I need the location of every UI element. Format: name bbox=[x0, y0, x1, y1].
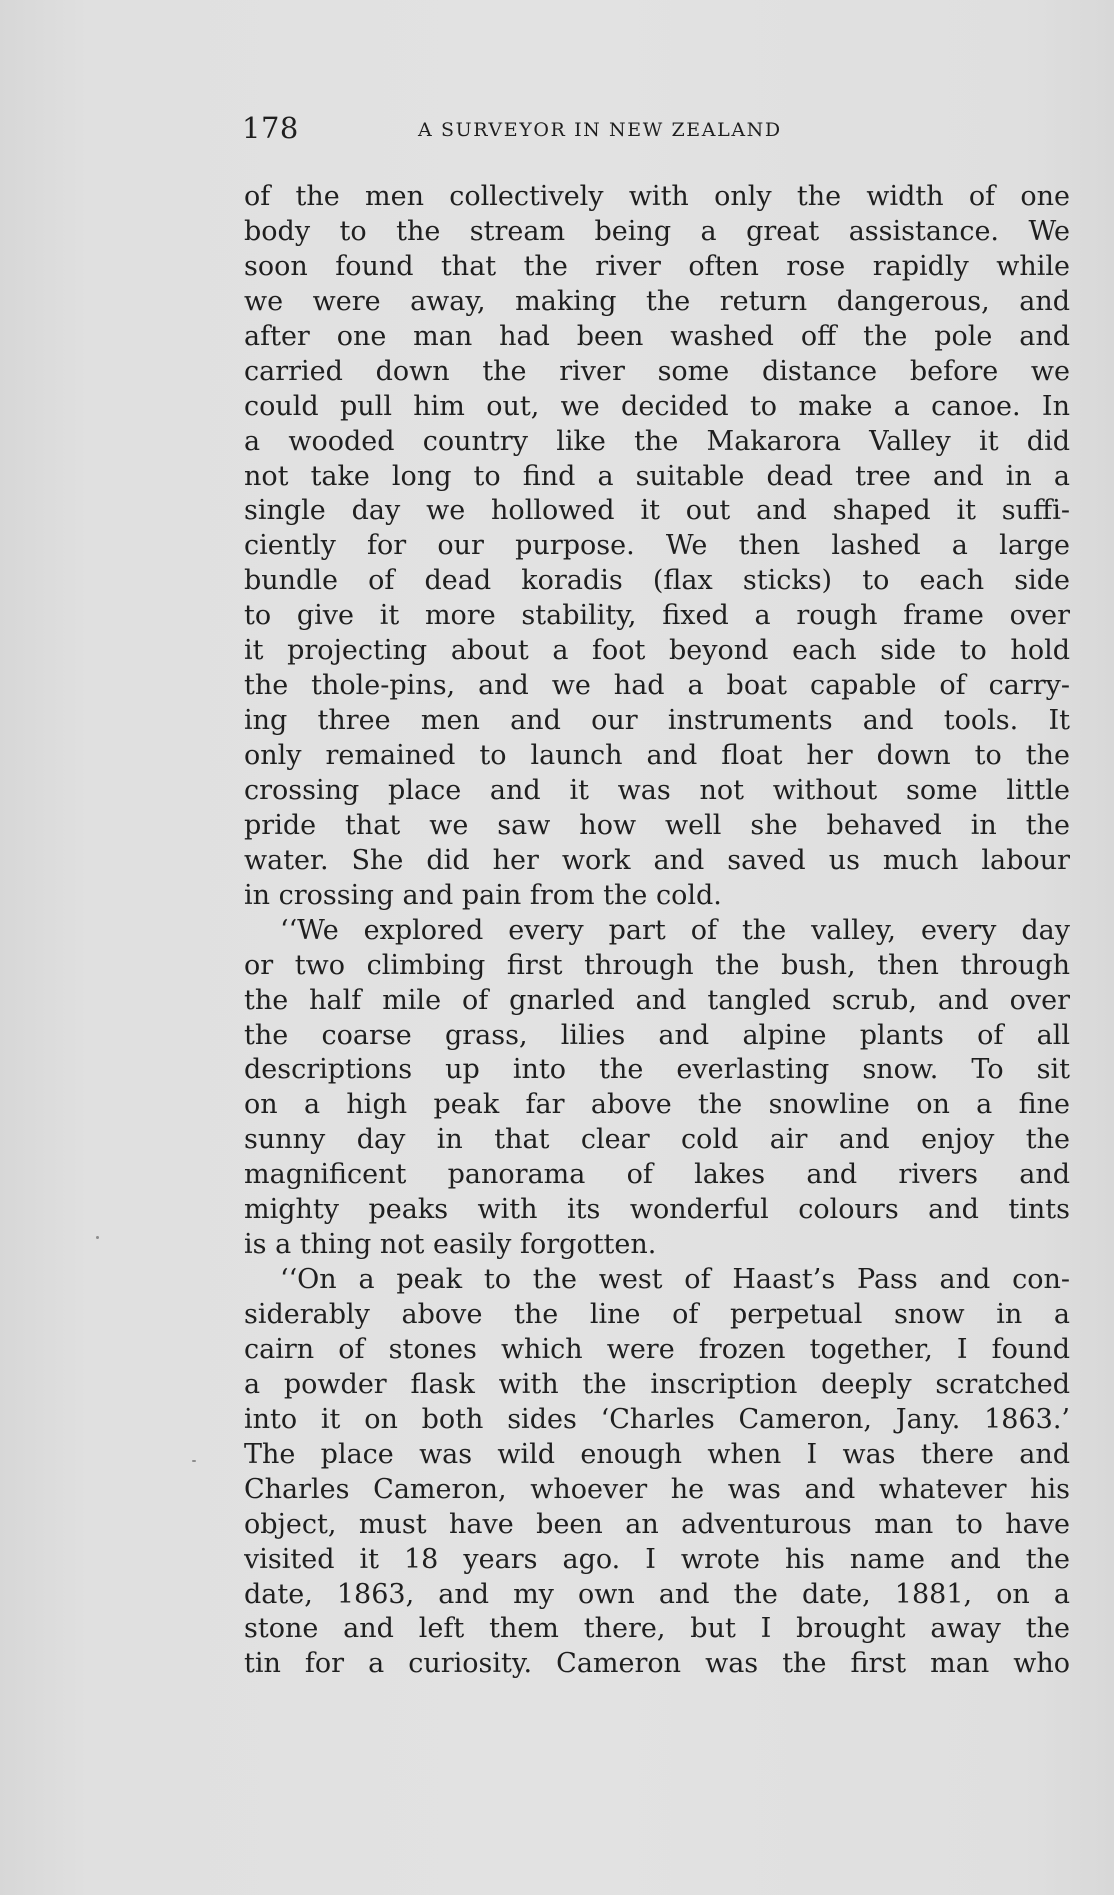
text-line: the half mile of gnarled and tangled scrub, and over bbox=[244, 984, 1070, 1016]
text-line: magnificent panorama of lakes and rivers and bbox=[244, 1159, 1070, 1191]
text-line: after one man had been washed off the pole and bbox=[244, 320, 1070, 352]
paper-speck bbox=[192, 1460, 196, 1462]
text-line: ing three men and our instruments and tools. It bbox=[244, 705, 1070, 737]
text-line: only remained to launch and float her down to the bbox=[244, 740, 1070, 771]
text-line: carried down the river some distance before we bbox=[244, 355, 1070, 387]
text-line: ‘‘We explored every part of the valley, every day bbox=[280, 914, 1070, 946]
text-line: soon found that the river often rose rapidly while bbox=[244, 250, 1070, 282]
text-line: ‘‘On a peak to the west of Haast’s Pass and con- bbox=[280, 1264, 1070, 1296]
text-line: in crossing and pain from the cold. bbox=[244, 879, 722, 911]
text-line: could pull him out, we decided to make a canoe. In bbox=[244, 390, 1070, 422]
text-line: The place was wild enough when I was there and bbox=[244, 1438, 1070, 1470]
text-line: date, 1863, and my own and the date, 1881, on a bbox=[244, 1578, 1070, 1610]
text-line: body to the stream being a great assistance. We bbox=[244, 215, 1070, 247]
text-line: stone and left them there, but I brought away the bbox=[244, 1613, 1070, 1645]
text-line: bundle of dead koradis (flax sticks) to each side bbox=[244, 565, 1070, 597]
text-line: it projecting about a foot beyond each side to hold bbox=[244, 635, 1070, 667]
page-number: 178 bbox=[242, 111, 299, 145]
text-line: is a thing not easily forgotten. bbox=[244, 1229, 657, 1261]
text-line: pride that we saw how well she behaved in the bbox=[244, 809, 1070, 841]
text-line: a wooded country like the Makarora Valley it did bbox=[244, 425, 1070, 457]
text-line: into it on both sides ‘Charles Cameron, Jany. 1863.’ bbox=[244, 1403, 1070, 1435]
text-line: ciently for our purpose. We then lashed a large bbox=[244, 530, 1070, 562]
text-line: sunny day in that clear cold air and enjoy the bbox=[244, 1124, 1070, 1156]
text-line: tin for a curiosity. Cameron was the first man who bbox=[244, 1648, 1070, 1680]
text-line: we were away, making the return dangerous, and bbox=[244, 285, 1070, 317]
text-line: to give it more stability, fixed a rough frame over bbox=[244, 600, 1070, 632]
text-line: water. She did her work and saved us much labour bbox=[244, 844, 1070, 876]
text-line: mighty peaks with its wonderful colours and tints bbox=[244, 1194, 1070, 1226]
text-line: visited it 18 years ago. I wrote his name and the bbox=[244, 1543, 1070, 1575]
text-line: Charles Cameron, whoever he was and whatever his bbox=[244, 1473, 1070, 1505]
text-line: of the men collectively with only the width of one bbox=[244, 181, 1070, 212]
text-line: the coarse grass, lilies and alpine plants of all bbox=[244, 1019, 1070, 1051]
text-line: descriptions up into the everlasting snow. To sit bbox=[244, 1054, 1070, 1086]
running-title: A SURVEYOR IN NEW ZEALAND bbox=[418, 119, 782, 141]
text-line: a powder flask with the inscription deeply scratched bbox=[244, 1368, 1070, 1400]
body-text bbox=[244, 180, 1070, 1682]
text-line: not take long to find a suitable dead tree and in a bbox=[244, 460, 1070, 492]
running-head bbox=[242, 108, 1072, 148]
text-line: the thole-pins, and we had a boat capable of carry- bbox=[244, 670, 1070, 702]
text-line: siderably above the line of perpetual snow in a bbox=[244, 1299, 1070, 1330]
text-line: single day we hollowed it out and shaped it suffi- bbox=[244, 495, 1070, 527]
text-line: crossing place and it was not without some little bbox=[244, 774, 1070, 806]
text-line: cairn of stones which were frozen together, I found bbox=[244, 1333, 1070, 1365]
paper-speck bbox=[96, 1236, 99, 1239]
text-line: object, must have been an adventurous man to have bbox=[244, 1508, 1070, 1540]
text-line: or two climbing first through the bush, then through bbox=[244, 949, 1070, 981]
text-line: on a high peak far above the snowline on a fine bbox=[244, 1089, 1070, 1121]
